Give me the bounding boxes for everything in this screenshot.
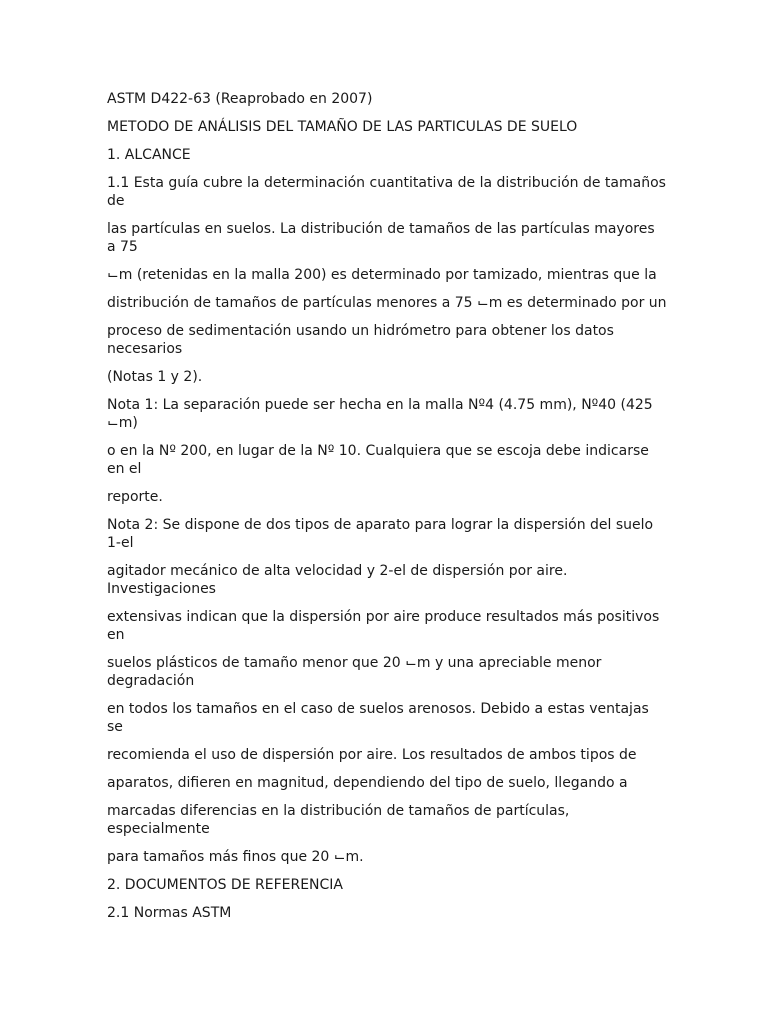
paragraph-line: distribución de tamaños de partículas menores a 75 ⌙m es determinado por un <box>107 295 667 311</box>
note-line: recomienda el uso de dispersión por aire. Los resultados de ambos tipos de <box>107 747 637 763</box>
paragraph-line: 1.1 Esta guía cubre la determinación cuantitativa de la distribución de tamaños de <box>107 175 666 209</box>
paragraph-line: proceso de sedimentación usando un hidrómetro para obtener los datos necesarios <box>107 323 614 357</box>
section-heading-documentos: 2. DOCUMENTOS DE REFERENCIA <box>107 877 344 893</box>
note-line: Nota 1: La separación puede ser hecha en la malla Nº4 (4.75 mm), Nº40 (425 ⌙m) <box>107 397 653 431</box>
note-line: extensivas indican que la dispersión por aire produce resultados más positivos en <box>107 609 660 643</box>
document-title: ASTM D422-63 (Reaprobado en 2007) <box>107 91 373 107</box>
document-heading: METODO DE ANÁLISIS DEL TAMAÑO DE LAS PARTICULAS DE SUELO <box>107 119 578 135</box>
note-line: marcadas diferencias en la distribución de tamaños de partículas, especialmente <box>107 803 570 837</box>
note-line: o en la Nº 200, en lugar de la Nº 10. Cualquiera que se escoja debe indicarse en el <box>107 443 649 477</box>
subsection-heading-normas: 2.1 Normas ASTM <box>107 905 232 921</box>
paragraph-line: las partículas en suelos. La distribución de tamaños de las partículas mayores a 75 <box>107 221 655 255</box>
note-line: Nota 2: Se dispone de dos tipos de aparato para lograr la dispersión del suelo 1-el <box>107 517 654 551</box>
note-line: reporte. <box>107 489 163 505</box>
note-line: agitador mecánico de alta velocidad y 2-el de dispersión por aire. Investigaciones <box>107 563 568 597</box>
document-body <box>107 90 667 932</box>
section-heading-alcance: 1. ALCANCE <box>107 147 191 163</box>
note-line: suelos plásticos de tamaño menor que 20 ⌙m y una apreciable menor degradación <box>107 655 602 689</box>
note-line: aparatos, difieren en magnitud, dependiendo del tipo de suelo, llegando a <box>107 775 628 791</box>
paragraph-line: ⌙m (retenidas en la malla 200) es determinado por tamizado, mientras que la <box>107 267 657 283</box>
note-line: en todos los tamaños en el caso de suelos arenosos. Debido a estas ventajas se <box>107 701 649 735</box>
paragraph-line: (Notas 1 y 2). <box>107 369 203 385</box>
note-line: para tamaños más finos que 20 ⌙m. <box>107 849 364 865</box>
